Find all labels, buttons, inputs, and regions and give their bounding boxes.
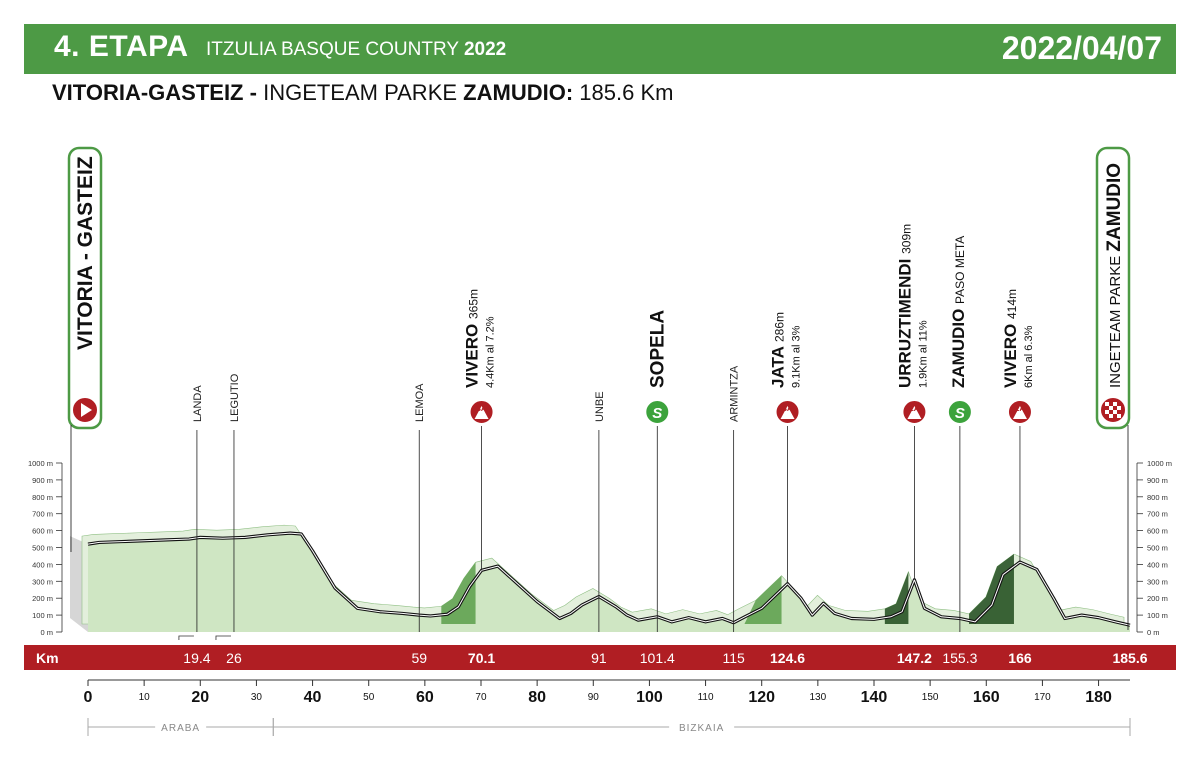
climb-icon (902, 400, 926, 424)
y-tick-label-left: 400 m (32, 560, 53, 570)
sprint-sub: PASO META (952, 235, 967, 304)
x-tick-label: 0 (83, 689, 93, 706)
x-tick-label: 160 (972, 689, 1000, 706)
route-finish-light: INGETEAM PARKE (263, 80, 458, 105)
place-label: ARMINTZA (728, 365, 741, 422)
km-marker: 26 (226, 650, 242, 666)
place-bracket (216, 636, 231, 640)
climb-altitude: 365m (466, 289, 481, 320)
finish-flag-square (1109, 406, 1113, 410)
climb-shade (744, 576, 781, 624)
place-label: LANDA (191, 385, 204, 422)
finish-label-bold: ZAMUDIO (1104, 162, 1125, 252)
y-tick-label-left: 0 m (40, 628, 53, 637)
climb-name: VIVERO (462, 319, 482, 388)
km-bar-label: Km (36, 650, 59, 666)
finish-flag-square (1113, 410, 1117, 414)
region-label: ARABA (161, 723, 201, 734)
km-marker: 91 (591, 650, 607, 666)
km-marker: 115 (722, 650, 745, 666)
climb-label (1001, 289, 1020, 388)
x-tick-label: 180 (1085, 689, 1112, 706)
route-distance: 185.6 Km (579, 80, 674, 105)
y-tick-label-left: 100 m (32, 611, 53, 621)
start-label: VITORIA - GASTEIZ (74, 156, 97, 350)
route-separator: - (249, 80, 257, 105)
climb-category: 3A (476, 404, 487, 413)
sprint-icon (645, 400, 669, 424)
x-tick-label: 50 (363, 692, 375, 703)
km-marker: 124.6 (770, 650, 806, 666)
sprint-name: ZAMUDIO (948, 303, 968, 388)
sprint-letter: S (652, 405, 663, 422)
km-marker: 147.2 (896, 650, 932, 666)
climb-detail: 6Km al 6.3% (1022, 325, 1035, 388)
km-marker: 59 (411, 650, 428, 666)
y-tick-label-right: 1000 m (1147, 459, 1173, 468)
climb-altitude: 286m (772, 312, 787, 343)
climb-detail: 9.1Km al 3% (790, 325, 803, 388)
y-tick-label-left: 200 m (32, 594, 53, 604)
x-tick-label: 170 (1034, 692, 1051, 703)
x-tick-label: 80 (528, 689, 547, 706)
y-tick-label-left: 500 m (32, 543, 53, 553)
sprint-label (949, 236, 968, 388)
km-marker: 70.1 (467, 650, 496, 666)
x-tick-label: 40 (303, 689, 322, 706)
x-tick-label: 60 (415, 689, 434, 706)
x-tick-label: 140 (860, 689, 888, 706)
finish-flag-icon (1100, 397, 1126, 423)
race-year: 2022 (463, 39, 507, 60)
x-tick-label: 130 (809, 692, 827, 703)
finish-flag-square (1105, 402, 1109, 406)
climb-name: VIVERO (1000, 319, 1020, 388)
climb-name: JATA (768, 342, 788, 388)
climb-label (895, 224, 914, 388)
climb-shade (969, 554, 1014, 624)
y-tick-label-right: 300 m (1147, 577, 1168, 587)
sprint-label: SOPELA (647, 309, 669, 388)
x-tick-label: 20 (191, 689, 210, 706)
climb-icon (470, 400, 494, 424)
climb-label (463, 289, 482, 388)
y-tick-label-right: 500 m (1147, 543, 1168, 553)
y-tick-label-right: 0 m (1147, 628, 1160, 637)
y-tick-label-left: 800 m (32, 492, 53, 502)
y-tick-label-right: 800 m (1147, 492, 1168, 502)
climb-detail: 1.9Km al 11% (917, 320, 930, 388)
stage-title: 4. ETAPA (54, 30, 189, 63)
km-marker: 155.3 (942, 650, 978, 666)
region-label: BIZKAIA (678, 723, 725, 734)
y-tick-label-left: 600 m (32, 526, 53, 536)
x-tick-label: 10 (138, 692, 150, 703)
x-tick-label: 90 (587, 692, 599, 703)
x-tick-label: 30 (250, 692, 262, 703)
climb-category: 2A (1015, 404, 1025, 413)
x-tick-label: 120 (748, 689, 776, 706)
climb-icon (1008, 400, 1032, 424)
finish-label (1104, 163, 1125, 388)
finish-flag-square (1117, 414, 1121, 418)
route-finish-bold: ZAMUDIO (463, 80, 566, 105)
climb-altitude: 414m (1004, 289, 1019, 320)
place-label: LEMOA (414, 383, 427, 422)
finish-flag-square (1117, 406, 1121, 410)
y-tick-label-right: 400 m (1147, 560, 1168, 570)
y-tick-label-right: 100 m (1147, 611, 1168, 621)
finish-flag-square (1105, 410, 1109, 414)
stage-date: 2022/04/07 (1001, 30, 1162, 66)
climb-altitude: 309m (899, 223, 914, 254)
climb-category: 3A (782, 404, 793, 413)
finish-flag-square (1109, 414, 1113, 418)
sprint-letter: S (954, 405, 965, 422)
km-marker: 19.4 (183, 650, 211, 666)
y-tick-label-left: 900 m (32, 475, 53, 485)
place-label: LEGUTIO (228, 373, 241, 422)
climb-detail: 4.4Km al 7.2% (484, 316, 497, 388)
finish-flag-square (1113, 402, 1117, 406)
climb-name: URRUZTIMENDI (895, 253, 915, 388)
route-start: VITORIA-GASTEIZ (52, 80, 244, 105)
route-colon: : (565, 80, 574, 105)
y-tick-label-right: 600 m (1147, 526, 1168, 536)
x-tick-label: 70 (475, 692, 487, 703)
place-bracket (179, 636, 194, 640)
climb-category: 2A (909, 404, 920, 413)
y-tick-label-right: 700 m (1147, 509, 1168, 519)
x-tick-label: 100 (636, 689, 663, 706)
sprint-icon (948, 400, 972, 424)
km-marker: 166 (1008, 650, 1032, 666)
place-label: UNBE (593, 391, 606, 422)
y-tick-label-right: 200 m (1147, 594, 1168, 604)
finish-label-light: INGETEAM PARKE (1107, 251, 1124, 388)
x-tick-label: 150 (921, 692, 939, 703)
x-tick-label: 110 (697, 692, 714, 703)
km-marker: 101.4 (639, 650, 675, 666)
climb-label (769, 312, 788, 388)
y-tick-label-left: 1000 m (27, 459, 53, 468)
race-name-text: ITZULIA BASQUE COUNTRY (206, 39, 459, 60)
y-tick-label-left: 300 m (32, 577, 53, 587)
km-marker: 185.6 (1112, 650, 1148, 666)
y-tick-label-right: 900 m (1147, 475, 1168, 485)
climb-icon (776, 400, 800, 424)
y-tick-label-left: 700 m (32, 509, 53, 519)
